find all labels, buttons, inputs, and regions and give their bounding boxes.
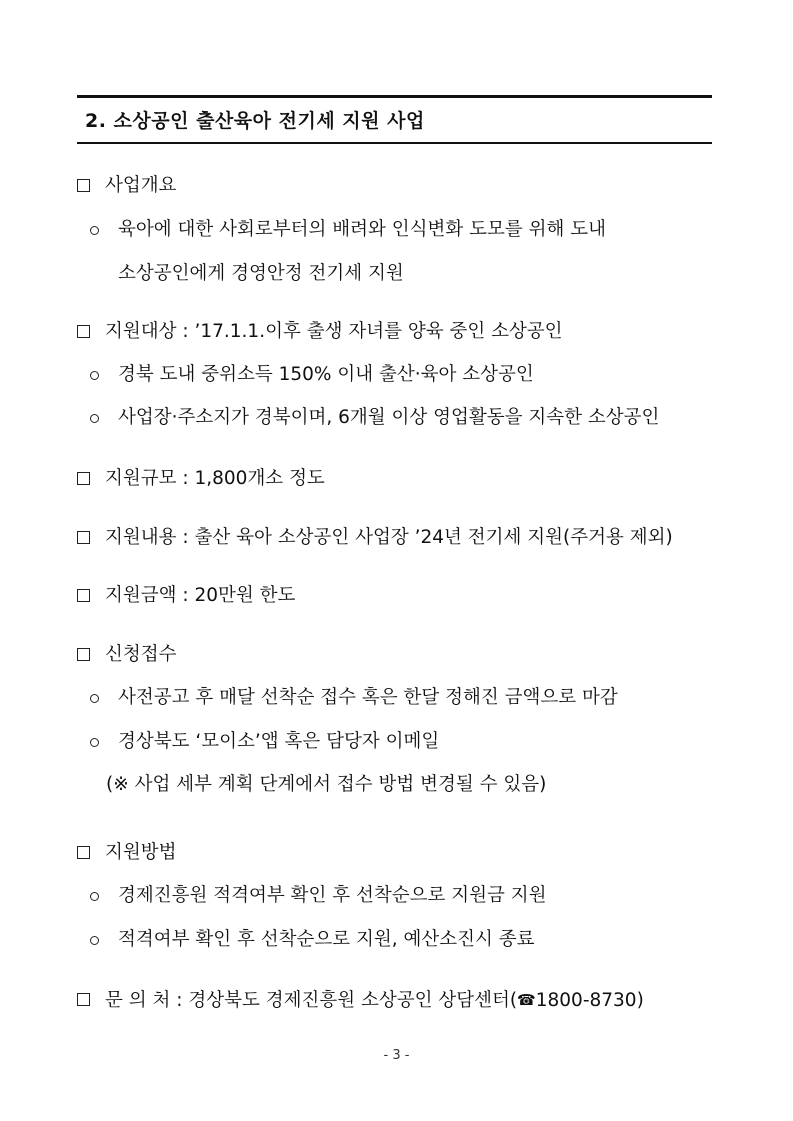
heading-bottom-rule	[77, 142, 712, 144]
scale-text: 지원규모 : 1,800개소 정도	[105, 468, 325, 489]
target-item-2: 사업장·주소지가 경북이며, 6개월 이상 영업활동을 지속한 소상공인	[118, 407, 660, 428]
method-item-2: 적격여부 확인 후 선착순으로 지원, 예산소진시 종료	[118, 929, 535, 950]
contact-suffix: )	[636, 990, 644, 1011]
bullet-circle-icon	[90, 738, 99, 747]
contact-line	[105, 988, 644, 1012]
overview-label: 사업개요	[105, 175, 177, 196]
target-label: 지원대상 : ’17.1.1.이후 출생 자녀를 양육 중인 소상공인	[105, 321, 563, 342]
checkbox-square-icon	[77, 472, 90, 485]
application-item-1: 사전공고 후 매달 선착순 접수 혹은 한달 정해진 금액으로 마감	[118, 687, 618, 708]
bullet-circle-icon	[90, 226, 99, 235]
overview-line-1: 육아에 대한 사회로부터의 배려와 인식변화 도모를 위해 도내	[118, 219, 606, 240]
contact-phone: 1800-8730	[535, 990, 637, 1011]
content-text: 지원내용 : 출산 육아 소상공인 사업장 ’24년 전기세 지원(주거용 제외)	[105, 527, 673, 548]
checkbox-square-icon	[77, 589, 90, 602]
amount-text: 지원금액 : 20만원 한도	[105, 585, 296, 606]
overview-line-2: 소상공인에게 경영안정 전기세 지원	[118, 263, 404, 284]
application-item-2: 경상북도 ‘모이소’앱 혹은 담당자 이메일	[118, 731, 440, 752]
contact-prefix: 문 의 처 : 경상북도 경제진흥원 소상공인 상담센터(	[105, 990, 518, 1011]
page-number: - 3 -	[383, 1048, 410, 1063]
checkbox-square-icon	[77, 325, 90, 338]
checkbox-square-icon	[77, 179, 90, 192]
bullet-circle-icon	[90, 694, 99, 703]
target-item-1: 경북 도내 중위소득 150% 이내 출산·육아 소상공인	[118, 364, 534, 385]
bullet-circle-icon	[90, 414, 99, 423]
checkbox-square-icon	[77, 531, 90, 544]
telephone-icon: ☎	[517, 991, 536, 1009]
checkbox-square-icon	[77, 993, 90, 1006]
bullet-circle-icon	[90, 936, 99, 945]
bullet-circle-icon	[90, 371, 99, 380]
section-heading: 2. 소상공인 출산육아 전기세 지원 사업	[85, 110, 425, 132]
checkbox-square-icon	[77, 846, 90, 859]
bullet-circle-icon	[90, 892, 99, 901]
application-label: 신청접수	[105, 644, 177, 665]
method-item-1: 경제진흥원 적격여부 확인 후 선착순으로 지원금 지원	[118, 885, 547, 906]
checkbox-square-icon	[77, 648, 90, 661]
heading-top-rule	[77, 95, 712, 98]
method-label: 지원방법	[105, 842, 177, 863]
application-note: (※ 사업 세부 계획 단계에서 접수 방법 변경될 수 있음)	[106, 774, 547, 795]
